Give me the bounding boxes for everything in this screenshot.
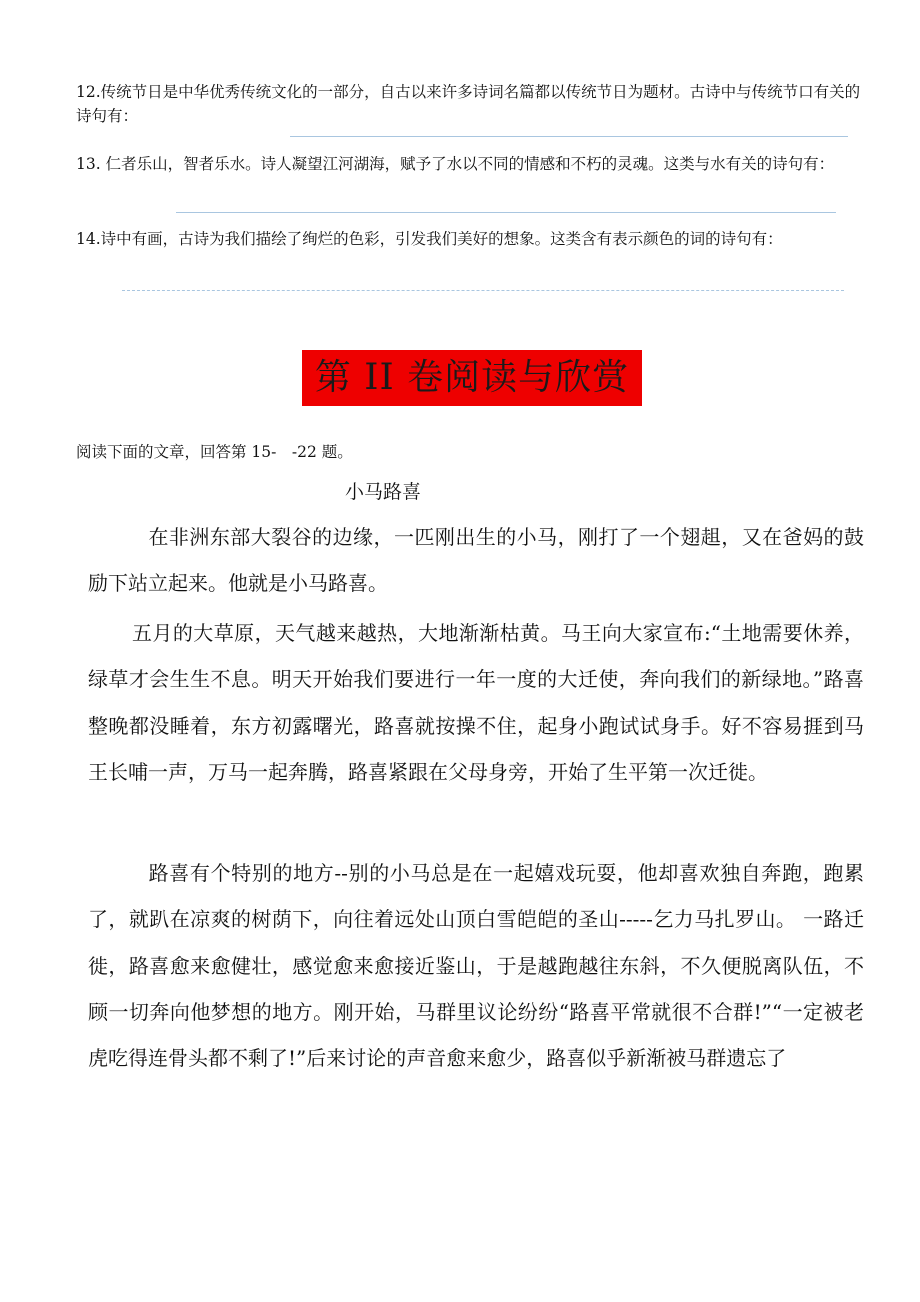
question-13: 13. 仁者乐山，智者乐水。诗人凝望江河湖海，赋予了水以不同的情感和不朽的灵魂。这类与水有关的诗句有： — [76, 155, 835, 173]
answer-line-12[interactable] — [290, 136, 848, 137]
article-paragraph: 在非洲东部大裂谷的边缘，一匹刚出生的小马，刚打了一个翅趄，又在爸妈的鼓励下站立起来。他就是小马路喜。 — [88, 525, 864, 596]
article-paragraph: 五月的大草原，天气越来越热，大地渐渐枯黄。马王向大家宣布:“土地需要休养，绿草才会生生不息。明天开始我们要进行一年一度的大迁使，奔向我们的新绿地。”路喜整晚都没睡着，东方初露曙光，路喜就按操不住，起身小跑试试身手。好不容易捱到马王长哺一声，万马一起奔腾，路喜紧跟在父母身旁，开始了生平第一次迁徙。 — [88, 621, 864, 784]
answer-line-14[interactable] — [122, 290, 844, 291]
article-paragraph: 路喜有个特别的地方--别的小马总是在一起嬉戏玩耍，他却喜欢独自奔跑，跑累了，就趴在凉爽的树荫下，向往着远处山顶白雪皑皑的圣山-----乞力马扎罗山。 一路迁徙，路喜愈来愈健壮，感觉愈来愈接近鉴山，于是越跑越往东斜，不久便脱离队伍，不顾一切奔向他梦想的地方。刚开始，马群里议论纷纷“路喜平常就很不合群!”“一定被老虎吃得连骨头都不剩了!”后来讨论的声音愈来愈少，路喜似乎新渐被马群遗忘了 — [88, 861, 864, 1071]
reading-instruction: 阅读下面的文章，回答第 15- -22 题。 — [76, 443, 353, 461]
section-heading: 第 II 卷阅读与欣赏 — [302, 350, 642, 406]
question-14: 14.诗中有画，古诗为我们描绘了绚烂的色彩，引发我们美好的想象。这类含有表示颜色的词的诗句有： — [76, 230, 783, 248]
article-title: 小马路喜 — [345, 481, 422, 503]
answer-line-13[interactable] — [176, 212, 836, 213]
question-12: 12.传统节日是中华优秀传统文化的一部分，自古以来许多诗词名篇都以传统节日为题材。古诗中与传统节口有关的诗句有： — [76, 83, 861, 125]
